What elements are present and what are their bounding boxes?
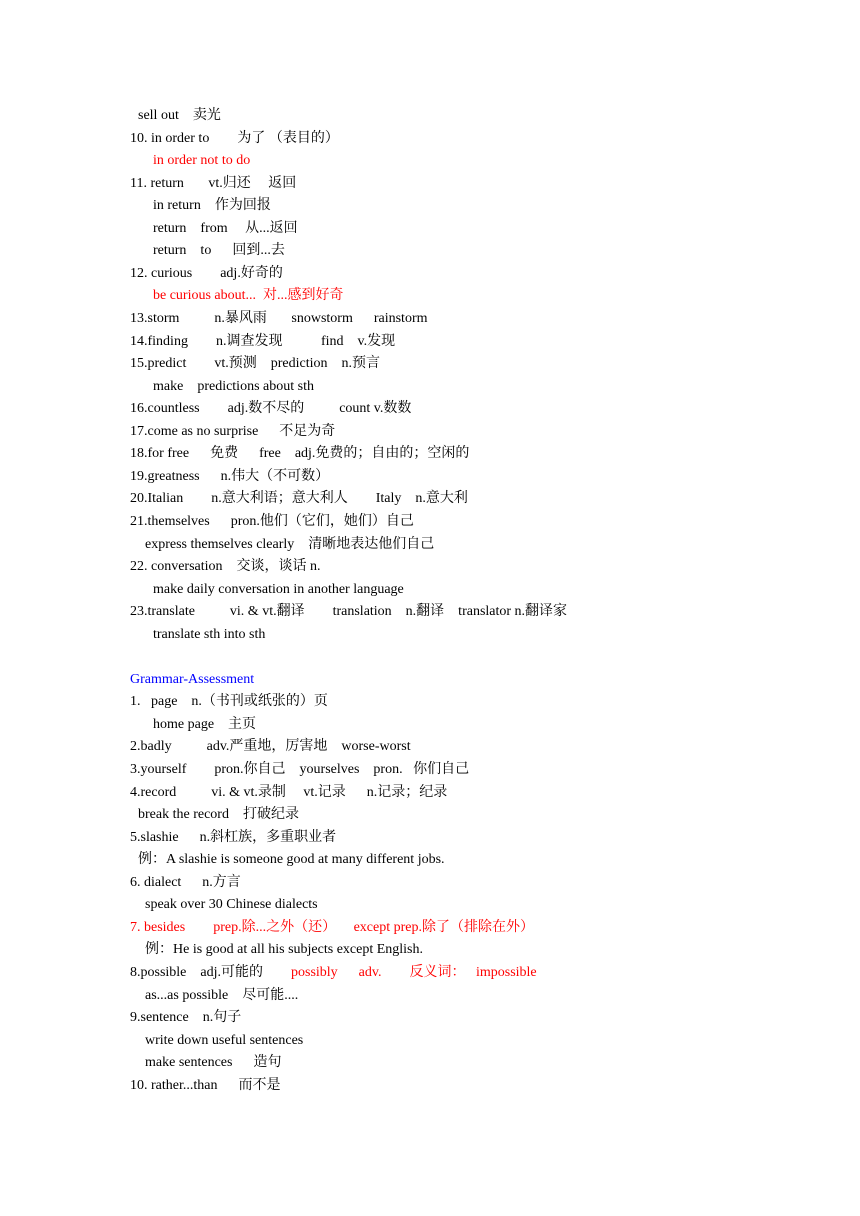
vocab-line: 12. curious adj.好奇的 — [130, 265, 283, 281]
vocab-line: 例：He is good at all his subjects except English. — [145, 942, 424, 958]
line-segment: possibly adv. 反义词： impossible — [291, 964, 537, 980]
vocab-line: 3.yourself pron.你自己 yourselves pron. 你们自己 — [130, 762, 470, 777]
line-segment: 8.possible adj.可能的 — [130, 964, 291, 980]
vocab-line: 11. return vt.归还 返回 — [130, 175, 297, 191]
vocab-line: be curious about... 对...感到好奇 — [153, 288, 344, 304]
vocab-line: 23.translate vi. & vt.翻译 translation n.翻译 translator n.翻译家 — [130, 604, 568, 620]
vocab-line: make predictions about sth — [153, 378, 314, 394]
vocab-line: 18.for free 免费 free adj.免费的；自由的；空闲的 — [130, 446, 470, 462]
vocab-line: 10. in order to 为了 （表目的） — [130, 130, 339, 146]
vocab-line: 21.themselves pron.他们（它们，她们）自己 — [130, 513, 414, 529]
vocab-line: 7. besides prep.除...之外（还） except prep.除了（排除在外） — [130, 919, 534, 935]
vocab-line: in order not to do — [153, 153, 251, 169]
vocab-line: make sentences 造句 — [145, 1055, 282, 1071]
vocab-line: home page 主页 — [153, 716, 257, 732]
vocab-line: 9.sentence n.句子 — [130, 1010, 242, 1025]
vocab-line: 20.Italian n.意大利语；意大利人 Italy n.意大利 — [130, 491, 468, 507]
vocab-line: 22. conversation 交谈，谈话 n. — [130, 559, 321, 574]
vocab-line: return to 回到...去 — [153, 243, 285, 259]
vocab-line: 19.greatness n.伟大（不可数） — [130, 468, 330, 484]
vocab-line: express themselves clearly 清晰地表达他们自己 — [145, 536, 435, 552]
vocab-line: 17.come as no surprise 不足为奇 — [130, 423, 336, 439]
vocab-line: 14.finding n.调查发现 find v.发现 — [130, 333, 396, 349]
vocab-line: break the record 打破纪录 — [138, 807, 299, 823]
vocab-line: speak over 30 Chinese dialects — [145, 897, 318, 913]
vocab-line: 1. page n.（书刊或纸张的）页 — [130, 694, 328, 710]
vocab-line: translate sth into sth — [153, 626, 266, 642]
vocab-line: 10. rather...than 而不是 — [130, 1077, 281, 1093]
vocab-line: 4.record vi. & vt.录制 vt.记录 n.记录；纪录 — [130, 784, 448, 800]
vocab-line: as...as possible 尽可能.... — [145, 987, 299, 1003]
vocab-line: make daily conversation in another language — [153, 581, 404, 597]
vocab-line: return from 从...返回 — [153, 220, 298, 236]
section-heading: Grammar-Assessment — [130, 671, 255, 687]
vocab-line: 16.countless adj.数不尽的 count v.数数 — [130, 401, 412, 417]
vocab-line: sell out 卖光 — [138, 108, 221, 123]
vocab-line: 13.storm n.暴风雨 snowstorm rainstorm — [130, 311, 428, 326]
vocab-line: in return 作为回报 — [153, 198, 271, 214]
vocab-line: 例：A slashie is someone good at many different jobs. — [138, 852, 445, 868]
vocab-line: 6. dialect n.方言 — [130, 874, 241, 890]
vocab-line: 15.predict vt.预测 prediction n.预言 — [130, 356, 381, 372]
vocab-line — [130, 964, 537, 982]
vocab-line: 2.badly adv.严重地，厉害地 worse-worst — [130, 739, 411, 755]
vocab-line: 5.slashie n.斜杠族，多重职业者 — [130, 829, 337, 845]
vocab-line: write down useful sentences — [145, 1032, 304, 1048]
